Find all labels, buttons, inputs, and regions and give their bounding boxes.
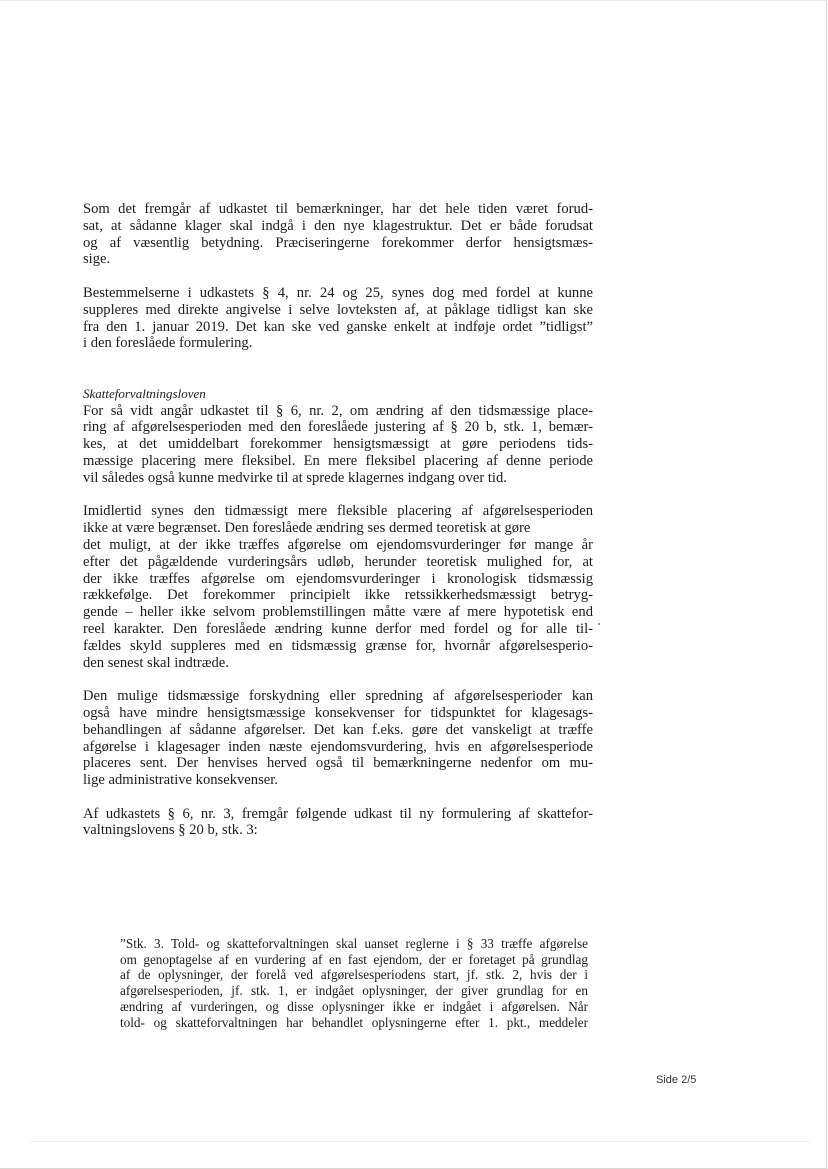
text-line: suppleres med direkte angivelse i selve lovteksten af, at påklage tidligst kan ske	[83, 301, 593, 318]
text-line: Som det fremgår af udkastet til bemærkninger, har det hele tiden været forud-	[83, 201, 593, 217]
text-line: fra den 1. januar 2019. Det kan ske ved ganske enkelt at indføje ordet ”tidligst”	[83, 318, 593, 335]
paragraph-1	[83, 201, 593, 268]
text-line: placeres sent. Der henvises herved også til bemærkningerne nedenfor om mu-	[83, 755, 593, 772]
paragraph-6	[83, 806, 593, 840]
quote-line: om genoptagelse af en vurdering af en fast ejendom, der er foretaget på grundlag	[120, 951, 588, 967]
text-line: Imidlertid synes den tidmæssigt mere fleksible placering af afgørelsesperioden	[83, 503, 593, 520]
text-line: der ikke træffes afgørelse om ejendomsvurderinger i kronologisk tidsmæssig	[83, 570, 593, 587]
text-line: behandlingen af sådanne afgørelser. Det kan f.eks. gøre det vanskeligt at træffe	[83, 721, 593, 738]
paragraph-2	[83, 285, 593, 352]
text-line: afgørelse i klagesager inden næste ejendomsvurdering, hvis en afgørelsesperiode	[83, 738, 593, 755]
text-line: efter det pågældende vurderingsårs udløb, herunder teoretisk mulighed for, at	[83, 553, 593, 570]
page-number: Side 2/5	[656, 1074, 697, 1086]
text-line: i den foreslåede formulering.	[83, 335, 253, 352]
scan-speck	[598, 623, 600, 625]
paragraph-4	[83, 503, 593, 671]
body-text	[83, 201, 593, 856]
text-line: sige.	[83, 251, 111, 268]
scan-artifact-line	[30, 1141, 810, 1142]
quote-line: ændring af vurderingen, og disse oplysninger ikke er indgået i afgørelsen. Når	[120, 998, 588, 1014]
text-line: mæssige placering mere fleksibel. En mere fleksibel placering af denne periode	[83, 452, 593, 469]
text-line: For så vidt angår udkastet til § 6, nr. 2, om ændring af den tidsmæssige place-	[83, 402, 593, 419]
paragraph-5	[83, 688, 593, 789]
text-line: Bestemmelserne i udkastets § 4, nr. 24 og 25, synes dog med fordel at kunne	[83, 284, 593, 301]
quoted-provision	[120, 936, 588, 1030]
text-line: Den mulige tidsmæssige forskydning eller spredning af afgørelsesperioder kan	[83, 688, 593, 705]
quote-line: told- og skatteforvaltningen har behandlet oplysningerne efter 1. pkt., meddeler	[120, 1014, 588, 1030]
text-line: valtningslovens § 20 b, stk. 3:	[83, 822, 258, 839]
text-line: fældes skyld suppleres med en tidsmæssig grænse for, hvornår afgørelsesperio-	[83, 637, 593, 654]
quote-line: ”Stk. 3. Told- og skatteforvaltningen skal uanset reglerne i § 33 træffe afgørelse	[120, 936, 588, 951]
quote-line: af de oplysninger, der forelå ved afgørelsesperiodens start, jf. stk. 2, hvis der i	[120, 967, 588, 983]
section-heading: Skatteforvaltningsloven	[83, 385, 206, 401]
paragraph-3	[83, 386, 593, 487]
quote-line: afgørelsesperioden, jf. stk. 1, er indgået oplysninger, der giver grundlag for en	[120, 983, 588, 999]
text-line: og af væsentlig betydning. Præciseringerne forekommer derfor hensigtsmæs-	[83, 234, 593, 251]
text-line: Af udkastets § 6, nr. 3, fremgår følgende udkast til ny formulering af skattefor-	[83, 805, 593, 822]
text-line: også have mindre hensigtsmæssige konsekvenser for tidspunktet for klagesags-	[83, 704, 593, 721]
text-line: kes, at det umiddelbart forekommer hensigtsmæssigt at gøre periodens tids-	[83, 436, 593, 453]
text-line: den senest skal indtræde.	[83, 654, 229, 671]
text-line: vil således også kunne medvirke til at sprede klagernes indgang over tid.	[83, 469, 507, 486]
text-line: gende – heller ikke selvom problemstillingen måtte være af mere hypotetisk end	[83, 604, 593, 621]
text-line: ring af afgørelsesperioden med den foreslåede justering af § 20 b, stk. 1, bemær-	[83, 419, 593, 436]
text-line: rækkefølge. Det forekommer principielt ikke retssikkerhedsmæssigt betryg-	[83, 587, 593, 604]
text-line: ikke at være begrænset. Den foreslåede ændring ses dermed teoretisk at gøre	[83, 520, 531, 537]
text-line: lige administrative konsekvenser.	[83, 772, 278, 789]
text-line: sat, at sådanne klager skal indgå i den nye klagestruktur. Det er både forudsat	[83, 217, 593, 234]
text-line: det muligt, at der ikke træffes afgørelse om ejendomsvurderinger før mange år	[83, 536, 593, 553]
text-line: reel karakter. Den foreslåede ændring kunne derfor med fordel og for alle til-	[83, 620, 593, 637]
